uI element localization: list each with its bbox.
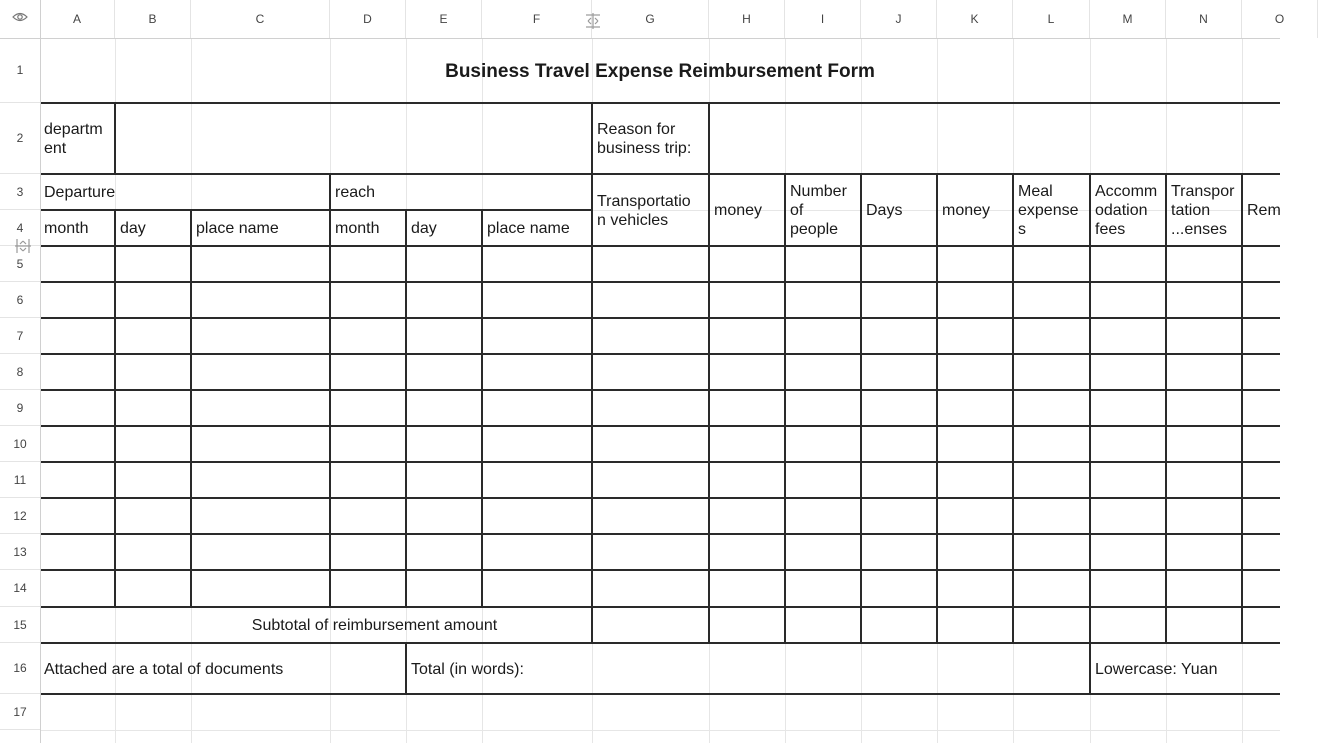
lowercase-yuan-label[interactable]: Lowercase: Yuan	[1095, 660, 1218, 678]
days-header[interactable]: Days	[866, 202, 903, 219]
column-header-E[interactable]: E	[406, 0, 482, 38]
row-header-5[interactable]: 5	[0, 246, 40, 282]
column-header-J[interactable]: J	[861, 0, 937, 38]
border-line	[40, 533, 1280, 535]
header-divider-vertical	[40, 0, 41, 743]
border-line	[40, 461, 1280, 463]
column-header-N[interactable]: N	[1166, 0, 1242, 38]
column-header-M[interactable]: M	[1090, 0, 1166, 38]
money-header-2[interactable]: money	[942, 202, 991, 219]
border-line	[481, 210, 483, 607]
border-line	[190, 210, 192, 607]
row-header-4[interactable]: 4	[0, 210, 40, 246]
money-header-1[interactable]: money	[714, 202, 763, 219]
column-header-I[interactable]: I	[785, 0, 861, 38]
column-header-F[interactable]: F	[482, 0, 592, 38]
column-header-B[interactable]: B	[115, 0, 191, 38]
row-header-6[interactable]: 6	[0, 282, 40, 318]
border-line	[405, 210, 407, 607]
reason-value[interactable]	[710, 104, 1280, 174]
border-line	[40, 569, 1280, 571]
reach-place-header[interactable]: place name	[487, 220, 570, 237]
column-header-A[interactable]: A	[40, 0, 115, 38]
border-line	[40, 281, 1280, 283]
row-header-3[interactable]: 3	[0, 174, 40, 210]
row-header-7[interactable]: 7	[0, 318, 40, 354]
border-line	[40, 389, 1280, 391]
department-label[interactable]: departm ent	[44, 121, 103, 157]
reach-day-header[interactable]: day	[411, 220, 437, 237]
reach-month-header[interactable]: month	[335, 220, 380, 237]
departure-place-header[interactable]: place name	[196, 220, 279, 237]
row-header-17[interactable]: 17	[0, 694, 40, 730]
subtotal-label[interactable]: Subtotal of reimbursement amount	[251, 617, 498, 634]
row-header-16[interactable]: 16	[0, 643, 40, 694]
meal-expenses-header[interactable]: Meal expense s	[1018, 183, 1079, 238]
total-in-words-label[interactable]: Total (in words):	[411, 660, 524, 678]
row-header-1[interactable]: 1	[0, 38, 40, 103]
eye-icon[interactable]	[12, 10, 28, 28]
departure-header[interactable]: Departure	[44, 184, 116, 201]
accommodation-fees-header[interactable]: Accomm odation fees	[1095, 183, 1158, 238]
row-header-10[interactable]: 10	[0, 426, 40, 462]
column-header-L[interactable]: L	[1013, 0, 1090, 38]
form-title[interactable]: Business Travel Expense Reimbursement Form	[445, 60, 875, 82]
row-header-2[interactable]: 2	[0, 103, 40, 174]
column-header-G[interactable]: G	[592, 0, 709, 38]
border-line	[40, 497, 1280, 499]
attached-documents-label[interactable]: Attached are a total of documents	[44, 660, 284, 678]
row-header-12[interactable]: 12	[0, 498, 40, 534]
row-resize-handle-icon[interactable]	[14, 237, 32, 255]
number-of-people-header[interactable]: Number of people	[790, 183, 847, 238]
border-line	[40, 353, 1280, 355]
reason-label[interactable]: Reason for business trip:	[597, 121, 692, 157]
departure-day-header[interactable]: day	[120, 220, 146, 237]
departure-month-header[interactable]: month	[44, 220, 89, 237]
transportation-expenses-header[interactable]: Transpor tation ...enses	[1171, 183, 1235, 238]
remarks-header[interactable]: Rem	[1247, 202, 1281, 219]
reach-header[interactable]: reach	[335, 184, 376, 201]
row-header-15[interactable]: 15	[0, 607, 40, 643]
transport-vehicles-header[interactable]: Transportatio n vehicles	[597, 192, 691, 229]
border-line	[40, 425, 1280, 427]
gridline-h	[40, 730, 1280, 731]
row-header-8[interactable]: 8	[0, 354, 40, 390]
column-header-H[interactable]: H	[709, 0, 785, 38]
department-value[interactable]	[116, 104, 592, 174]
column-resize-handle-icon[interactable]	[584, 12, 602, 30]
row-header-13[interactable]: 13	[0, 534, 40, 570]
select-all-corner[interactable]	[0, 0, 40, 38]
border-line	[40, 317, 1280, 319]
row-header-11[interactable]: 11	[0, 462, 40, 498]
row-header-14[interactable]: 14	[0, 570, 40, 607]
column-header-K[interactable]: K	[937, 0, 1013, 38]
header-divider-horizontal	[0, 38, 1280, 39]
column-header-O[interactable]: O	[1242, 0, 1318, 38]
column-header-C[interactable]: C	[191, 0, 330, 38]
column-header-D[interactable]: D	[330, 0, 406, 38]
row-header-9[interactable]: 9	[0, 390, 40, 426]
border-line	[114, 210, 116, 607]
